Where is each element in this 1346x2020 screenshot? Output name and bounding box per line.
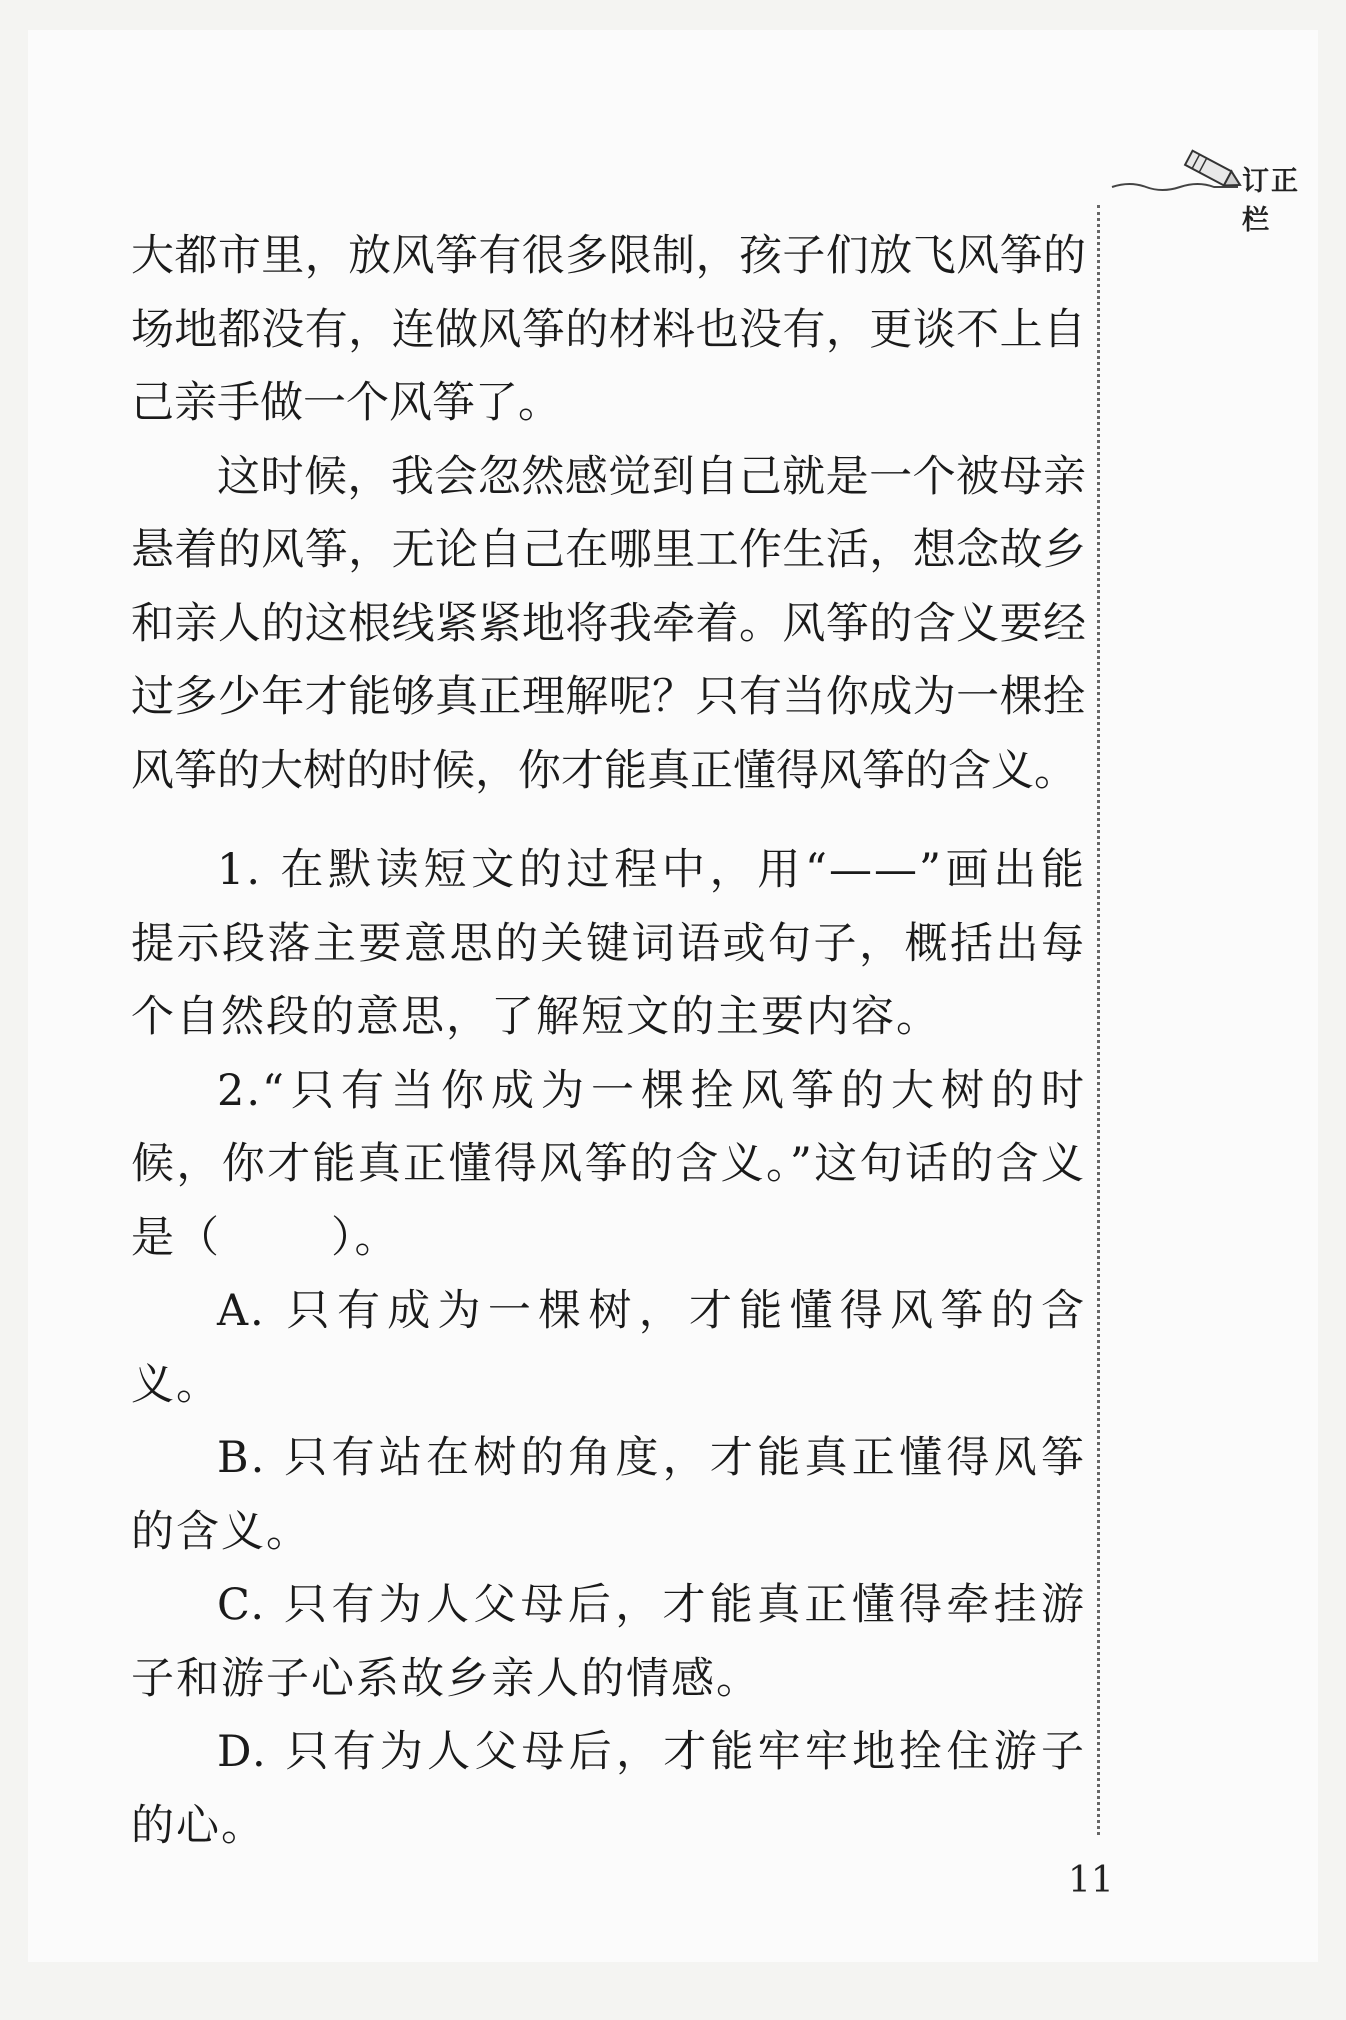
main-content [131,220,1086,1863]
option-c: C. 只有为人父母后，才能真正懂得牵挂游子和游子心系故乡亲人的情感。 [131,1580,1086,1704]
correction-column-header [1110,143,1318,236]
page [28,30,1318,1962]
question-1: 1. 在默读短文的过程中，用“——”画出能提示段落主要意思的关键词语或句子，概括出每个自然段的意思，了解短文的主要内容。 [131,845,1086,1042]
question-2-stem-end: ）。 [331,1212,400,1263]
correction-column-divider [1097,205,1100,1835]
pencil-icon [1110,143,1245,203]
option-a: A. 只有成为一棵树，才能懂得风筝的含义。 [131,1286,1086,1410]
question-2-stem: 2.“只有当你成为一棵拴风筝的大树的时候，你才能真正懂得风筝的含义。”这句话的含义是（ [131,1065,1086,1263]
correction-column-title: 订正栏 [1242,166,1300,236]
passage-paragraph-2: 这时候，我会忽然感觉到自己就是一个被母亲悬着的风筝，无论自己在哪里工作生活，想念故乡和亲人的这根线紧紧地将我牵着。风筝的含义要经过多少年才能够真正理解呢？只有当你成为一棵拴风筝的大树的时候，你才能真正懂得风筝的含义。 [131,451,1086,796]
option-d: D. 只有为人父母后，才能牢牢地拴住游子的心。 [131,1727,1086,1851]
option-b: B. 只有站在树的角度，才能真正懂得风筝的含义。 [131,1433,1086,1557]
question-2 [131,1055,1086,1276]
passage-paragraph-1: 大都市里，放风筝有很多限制，孩子们放飞风筝的场地都没有，连做风筝的材料也没有，更谈不上自己亲手做一个风筝了。 [131,231,1086,428]
page-number: 11 [1068,1860,1114,1901]
